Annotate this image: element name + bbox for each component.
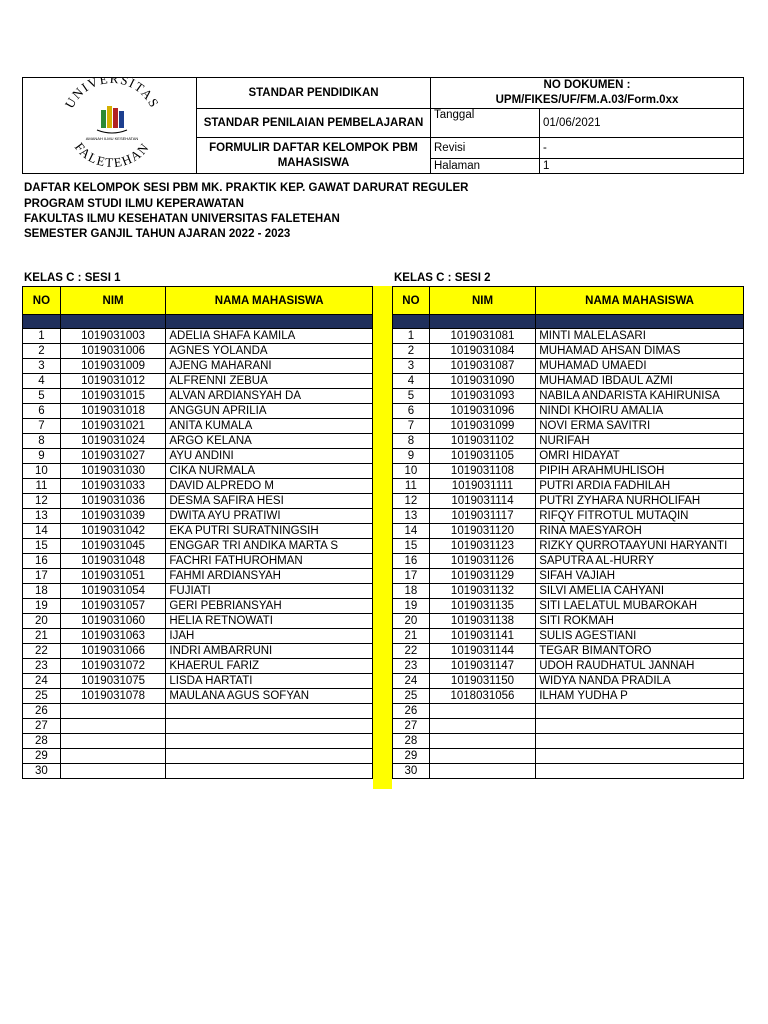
cell-nim: 1019031096 — [429, 404, 535, 419]
table-row — [23, 374, 373, 389]
cell-no: 16 — [393, 554, 430, 569]
table-row — [23, 614, 373, 629]
cell-no: 24 — [23, 674, 61, 689]
cell-nama: WIDYA NANDA PRADILA — [536, 674, 744, 689]
cell-nama: SILVI AMELIA CAHYANI — [536, 584, 744, 599]
table-row — [393, 434, 744, 449]
table-row — [393, 704, 744, 719]
table-row — [23, 569, 373, 584]
cell-nim: 1018031056 — [429, 689, 535, 704]
cell-no: 10 — [393, 464, 430, 479]
cell-nim: 1019031105 — [429, 449, 535, 464]
cell-nama: DAVID ALPREDO M — [166, 479, 373, 494]
svg-text:FALETEHAN: FALETEHAN — [71, 139, 153, 170]
table-row — [23, 494, 373, 509]
sesi1-table — [22, 286, 373, 779]
title-line-4: SEMESTER GANJIL TAHUN AJARAN 2022 - 2023 — [24, 228, 291, 240]
table-row — [393, 584, 744, 599]
cell-no: 30 — [23, 764, 61, 779]
cell-nama: LISDA HARTATI — [166, 674, 373, 689]
table-row — [23, 524, 373, 539]
cell-nim: 1019031012 — [60, 374, 166, 389]
table-row — [23, 659, 373, 674]
cell-no: 17 — [393, 569, 430, 584]
cell-nim: 1019031111 — [429, 479, 535, 494]
halaman-value: 1 — [540, 158, 744, 174]
table-row — [393, 734, 744, 749]
cell-nama: ANGGUN APRILIA — [166, 404, 373, 419]
table-row — [393, 644, 744, 659]
cell-nama: UDOH RAUDHATUL JANNAH — [536, 659, 744, 674]
university-logo-cell — [23, 78, 197, 174]
cell-nama: SITI ROKMAH — [536, 614, 744, 629]
cell-no: 11 — [23, 479, 61, 494]
cell-no: 18 — [393, 584, 430, 599]
cell-nama: SIFAH VAJIAH — [536, 569, 744, 584]
no-dokumen-value: UPM/FIKES/UF/FM.A.03/Form.0xx — [495, 94, 679, 106]
cell-nim: 1019031036 — [60, 494, 166, 509]
table-row — [393, 404, 744, 419]
cell-nim: 1019031027 — [60, 449, 166, 464]
cell-nim: 1019031060 — [60, 614, 166, 629]
cell-nim: 1019031138 — [429, 614, 535, 629]
cell-nim: 1019031045 — [60, 539, 166, 554]
cell-nama: SAPUTRA AL-HURRY — [536, 554, 744, 569]
table-row — [393, 719, 744, 734]
standar-penilaian: STANDAR PENILAIAN PEMBELAJARAN — [197, 109, 431, 138]
table-row — [393, 449, 744, 464]
cell-no: 4 — [393, 374, 430, 389]
cell-no: 22 — [23, 644, 61, 659]
standar-pendidikan: STANDAR PENDIDIKAN — [197, 78, 431, 109]
table-row — [23, 689, 373, 704]
cell-no: 13 — [393, 509, 430, 524]
table-row — [393, 689, 744, 704]
cell-no: 7 — [393, 419, 430, 434]
cell-no: 17 — [23, 569, 61, 584]
sesi2-caption: KELAS C : SESI 2 — [394, 272, 491, 284]
cell-nim — [60, 719, 166, 734]
cell-nim: 1019031030 — [60, 464, 166, 479]
cell-nim: 1019031129 — [429, 569, 535, 584]
table-row — [393, 344, 744, 359]
cell-nim — [429, 704, 535, 719]
sesi1-caption: KELAS C : SESI 1 — [24, 272, 121, 284]
table-row — [393, 509, 744, 524]
table-row — [393, 479, 744, 494]
cell-nama: TEGAR BIMANTORO — [536, 644, 744, 659]
cell-no: 5 — [23, 389, 61, 404]
header-band — [23, 315, 373, 329]
svg-text:AMANAH ILMU KESEHATAN: AMANAH ILMU KESEHATAN — [85, 136, 139, 141]
cell-nim — [60, 734, 166, 749]
tanggal-value: 01/06/2021 — [540, 109, 744, 138]
cell-nim: 1019031048 — [60, 554, 166, 569]
cell-no: 12 — [393, 494, 430, 509]
cell-no: 1 — [23, 329, 61, 344]
cell-no: 29 — [393, 749, 430, 764]
table-row — [393, 659, 744, 674]
cell-nama: ILHAM YUDHA P — [536, 689, 744, 704]
cell-nim: 1019031021 — [60, 419, 166, 434]
cell-no: 20 — [393, 614, 430, 629]
table-row — [393, 674, 744, 689]
cell-no: 6 — [23, 404, 61, 419]
cell-nama: PIPIH ARAHMUHLISOH — [536, 464, 744, 479]
cell-nim: 1019031126 — [429, 554, 535, 569]
cell-nama: MINTI MALELASARI — [536, 329, 744, 344]
cell-nim: 1019031009 — [60, 359, 166, 374]
cell-nim: 1019031051 — [60, 569, 166, 584]
cell-no: 21 — [23, 629, 61, 644]
cell-nim: 1019031063 — [60, 629, 166, 644]
cell-nim: 1019031003 — [60, 329, 166, 344]
cell-nama: EKA PUTRI SURATNINGSIH — [166, 524, 373, 539]
table-row — [23, 674, 373, 689]
table-row — [393, 359, 744, 374]
table-row — [23, 464, 373, 479]
cell-nama: ADELIA SHAFA KAMILA — [166, 329, 373, 344]
cell-nim: 1019031057 — [60, 599, 166, 614]
cell-nama — [166, 749, 373, 764]
col-header-nama: NAMA MAHASISWA — [536, 287, 744, 315]
cell-nama: FUJIATI — [166, 584, 373, 599]
cell-nama: HELIA RETNOWATI — [166, 614, 373, 629]
cell-nim: 1019031024 — [60, 434, 166, 449]
col-header-no: NO — [23, 287, 61, 315]
col-header-nim: NIM — [60, 287, 166, 315]
cell-no: 8 — [23, 434, 61, 449]
cell-nama: DESMA SAFIRA HESI — [166, 494, 373, 509]
table-row — [23, 539, 373, 554]
cell-no: 30 — [393, 764, 430, 779]
header-band — [393, 315, 744, 329]
title-line-2: PROGRAM STUDI ILMU KEPERAWATAN — [24, 198, 244, 210]
table-row — [393, 764, 744, 779]
cell-no: 3 — [393, 359, 430, 374]
table-row — [23, 389, 373, 404]
cell-nim — [429, 764, 535, 779]
cell-nama: MUHAMAD UMAEDI — [536, 359, 744, 374]
cell-nama: RIFQY FITROTUL MUTAQIN — [536, 509, 744, 524]
cell-nim: 1019031033 — [60, 479, 166, 494]
cell-no: 23 — [23, 659, 61, 674]
cell-nama — [166, 704, 373, 719]
cell-nama: ENGGAR TRI ANDIKA MARTA S — [166, 539, 373, 554]
no-dokumen-label: NO DOKUMEN : — [543, 79, 631, 91]
cell-no: 14 — [23, 524, 61, 539]
table-row — [393, 329, 744, 344]
cell-no: 10 — [23, 464, 61, 479]
table-row — [393, 554, 744, 569]
table-row — [23, 704, 373, 719]
cell-nama — [536, 719, 744, 734]
cell-nim: 1019031141 — [429, 629, 535, 644]
cell-no: 16 — [23, 554, 61, 569]
table-row — [393, 599, 744, 614]
cell-nama: KHAERUL FARIZ — [166, 659, 373, 674]
cell-nim: 1019031072 — [60, 659, 166, 674]
cell-no: 3 — [23, 359, 61, 374]
table-row — [23, 479, 373, 494]
cell-nama: NINDI KHOIRU AMALIA — [536, 404, 744, 419]
cell-no: 26 — [23, 704, 61, 719]
table-row — [393, 614, 744, 629]
cell-nim: 1019031120 — [429, 524, 535, 539]
cell-nama — [166, 764, 373, 779]
cell-nama: INDRI AMBARRUNI — [166, 644, 373, 659]
table-row — [393, 749, 744, 764]
cell-nama: PUTRI ZYHARA NURHOLIFAH — [536, 494, 744, 509]
formulir-title: FORMULIR DAFTAR KELOMPOK PBM MAHASISWA — [197, 138, 431, 174]
cell-nim: 1019031084 — [429, 344, 535, 359]
cell-nama: FAHMI ARDIANSYAH — [166, 569, 373, 584]
cell-no: 4 — [23, 374, 61, 389]
cell-nim: 1019031006 — [60, 344, 166, 359]
table-row — [23, 434, 373, 449]
cell-nama: AJENG MAHARANI — [166, 359, 373, 374]
table-row — [393, 419, 744, 434]
cell-nim: 1019031144 — [429, 644, 535, 659]
cell-nama: NABILA ANDARISTA KAHIRUNISA — [536, 389, 744, 404]
cell-no: 24 — [393, 674, 430, 689]
cell-nim: 1019031132 — [429, 584, 535, 599]
cell-nama: DWITA AYU PRATIWI — [166, 509, 373, 524]
cell-nim: 1019031018 — [60, 404, 166, 419]
cell-no: 13 — [23, 509, 61, 524]
table-row — [393, 494, 744, 509]
svg-text:UNIVERSITAS: UNIVERSITAS — [61, 78, 163, 111]
table-row — [23, 584, 373, 599]
no-dokumen-cell — [431, 78, 744, 109]
cell-no: 9 — [23, 449, 61, 464]
cell-nama: ALFRENNI ZEBUA — [166, 374, 373, 389]
cell-nama: MUHAMAD IBDAUL AZMI — [536, 374, 744, 389]
cell-nim: 1019031039 — [60, 509, 166, 524]
cell-no: 14 — [393, 524, 430, 539]
document-header — [22, 77, 744, 174]
cell-nim — [429, 719, 535, 734]
cell-nama: ALVAN ARDIANSYAH DA — [166, 389, 373, 404]
cell-nama: NURIFAH — [536, 434, 744, 449]
cell-nim: 1019031114 — [429, 494, 535, 509]
cell-no: 8 — [393, 434, 430, 449]
cell-nim: 1019031102 — [429, 434, 535, 449]
cell-nama — [166, 719, 373, 734]
cell-nim: 1019031081 — [429, 329, 535, 344]
cell-nama — [536, 704, 744, 719]
cell-no: 15 — [23, 539, 61, 554]
cell-nama: ARGO KELANA — [166, 434, 373, 449]
cell-no: 15 — [393, 539, 430, 554]
halaman-label: Halaman — [431, 158, 540, 174]
cell-nim: 1019031066 — [60, 644, 166, 659]
cell-nim: 1019031015 — [60, 389, 166, 404]
cell-no: 26 — [393, 704, 430, 719]
cell-nama: MUHAMAD AHSAN DIMAS — [536, 344, 744, 359]
table-row — [393, 464, 744, 479]
cell-nim — [60, 764, 166, 779]
cell-nama: NOVI ERMA SAVITRI — [536, 419, 744, 434]
cell-nama: ANITA KUMALA — [166, 419, 373, 434]
cell-nim: 1019031087 — [429, 359, 535, 374]
cell-nama: IJAH — [166, 629, 373, 644]
university-logo-icon — [23, 78, 196, 170]
table-row — [393, 629, 744, 644]
cell-no: 19 — [393, 599, 430, 614]
cell-nim: 1019031117 — [429, 509, 535, 524]
cell-no: 6 — [393, 404, 430, 419]
cell-no: 12 — [23, 494, 61, 509]
cell-nama: RINA MAESYAROH — [536, 524, 744, 539]
cell-nim: 1019031147 — [429, 659, 535, 674]
cell-nim: 1019031123 — [429, 539, 535, 554]
table-row — [23, 749, 373, 764]
table-row — [393, 539, 744, 554]
sesi2-table — [392, 286, 744, 779]
cell-no: 29 — [23, 749, 61, 764]
cell-no: 28 — [23, 734, 61, 749]
table-row — [393, 374, 744, 389]
cell-no: 22 — [393, 644, 430, 659]
table-row — [393, 569, 744, 584]
cell-nama: OMRI HIDAYAT — [536, 449, 744, 464]
cell-no: 21 — [393, 629, 430, 644]
cell-no: 27 — [23, 719, 61, 734]
table-row — [393, 524, 744, 539]
cell-no: 2 — [393, 344, 430, 359]
table-row — [23, 719, 373, 734]
cell-no: 5 — [393, 389, 430, 404]
cell-nim: 1019031042 — [60, 524, 166, 539]
cell-nama — [536, 749, 744, 764]
cell-nama — [536, 764, 744, 779]
cell-nama: SITI LAELATUL MUBAROKAH — [536, 599, 744, 614]
yellow-divider — [373, 286, 392, 789]
table-row — [23, 449, 373, 464]
cell-no: 1 — [393, 329, 430, 344]
cell-no: 25 — [393, 689, 430, 704]
table-row — [23, 344, 373, 359]
cell-nim: 1019031054 — [60, 584, 166, 599]
table-row — [23, 644, 373, 659]
cell-nim: 1019031075 — [60, 674, 166, 689]
table-row — [23, 404, 373, 419]
cell-nama: SULIS AGESTIANI — [536, 629, 744, 644]
cell-nim: 1019031150 — [429, 674, 535, 689]
table-row — [23, 329, 373, 344]
cell-nama: AGNES YOLANDA — [166, 344, 373, 359]
cell-nama: RIZKY QURROTAAYUNI HARYANTI — [536, 539, 744, 554]
cell-nama: FACHRI FATHUROHMAN — [166, 554, 373, 569]
cell-nim: 1019031108 — [429, 464, 535, 479]
table-row — [23, 599, 373, 614]
title-line-1: DAFTAR KELOMPOK SESI PBM MK. PRAKTIK KEP. GAWAT DARURAT REGULER — [24, 182, 469, 194]
cell-nim: 1019031099 — [429, 419, 535, 434]
table-row — [23, 359, 373, 374]
table-row — [23, 734, 373, 749]
table-row — [23, 419, 373, 434]
cell-nim — [429, 734, 535, 749]
cell-no: 2 — [23, 344, 61, 359]
cell-no: 7 — [23, 419, 61, 434]
cell-nim — [60, 704, 166, 719]
revisi-value: - — [540, 138, 744, 159]
cell-nama: MAULANA AGUS SOFYAN — [166, 689, 373, 704]
cell-no: 27 — [393, 719, 430, 734]
cell-no: 11 — [393, 479, 430, 494]
col-header-nama: NAMA MAHASISWA — [166, 287, 373, 315]
cell-nama — [166, 734, 373, 749]
tanggal-label: Tanggal — [431, 109, 540, 138]
title-line-3: FAKULTAS ILMU KESEHATAN UNIVERSITAS FALETEHAN — [24, 213, 340, 225]
cell-no: 19 — [23, 599, 61, 614]
cell-no: 9 — [393, 449, 430, 464]
table-row — [23, 554, 373, 569]
table-row — [23, 764, 373, 779]
cell-nama — [536, 734, 744, 749]
col-header-no: NO — [393, 287, 430, 315]
cell-nim — [60, 749, 166, 764]
table-row — [23, 629, 373, 644]
cell-no: 23 — [393, 659, 430, 674]
cell-nim: 1019031078 — [60, 689, 166, 704]
cell-nim — [429, 749, 535, 764]
cell-nama: GERI PEBRIANSYAH — [166, 599, 373, 614]
cell-nama: CIKA NURMALA — [166, 464, 373, 479]
cell-no: 18 — [23, 584, 61, 599]
cell-no: 25 — [23, 689, 61, 704]
table-row — [23, 509, 373, 524]
table-row — [393, 389, 744, 404]
cell-no: 28 — [393, 734, 430, 749]
col-header-nim: NIM — [429, 287, 535, 315]
revisi-label: Revisi — [431, 138, 540, 159]
cell-nama: AYU ANDINI — [166, 449, 373, 464]
cell-no: 20 — [23, 614, 61, 629]
cell-nim: 1019031093 — [429, 389, 535, 404]
cell-nim: 1019031135 — [429, 599, 535, 614]
cell-nim: 1019031090 — [429, 374, 535, 389]
cell-nama: PUTRI ARDIA FADHILAH — [536, 479, 744, 494]
